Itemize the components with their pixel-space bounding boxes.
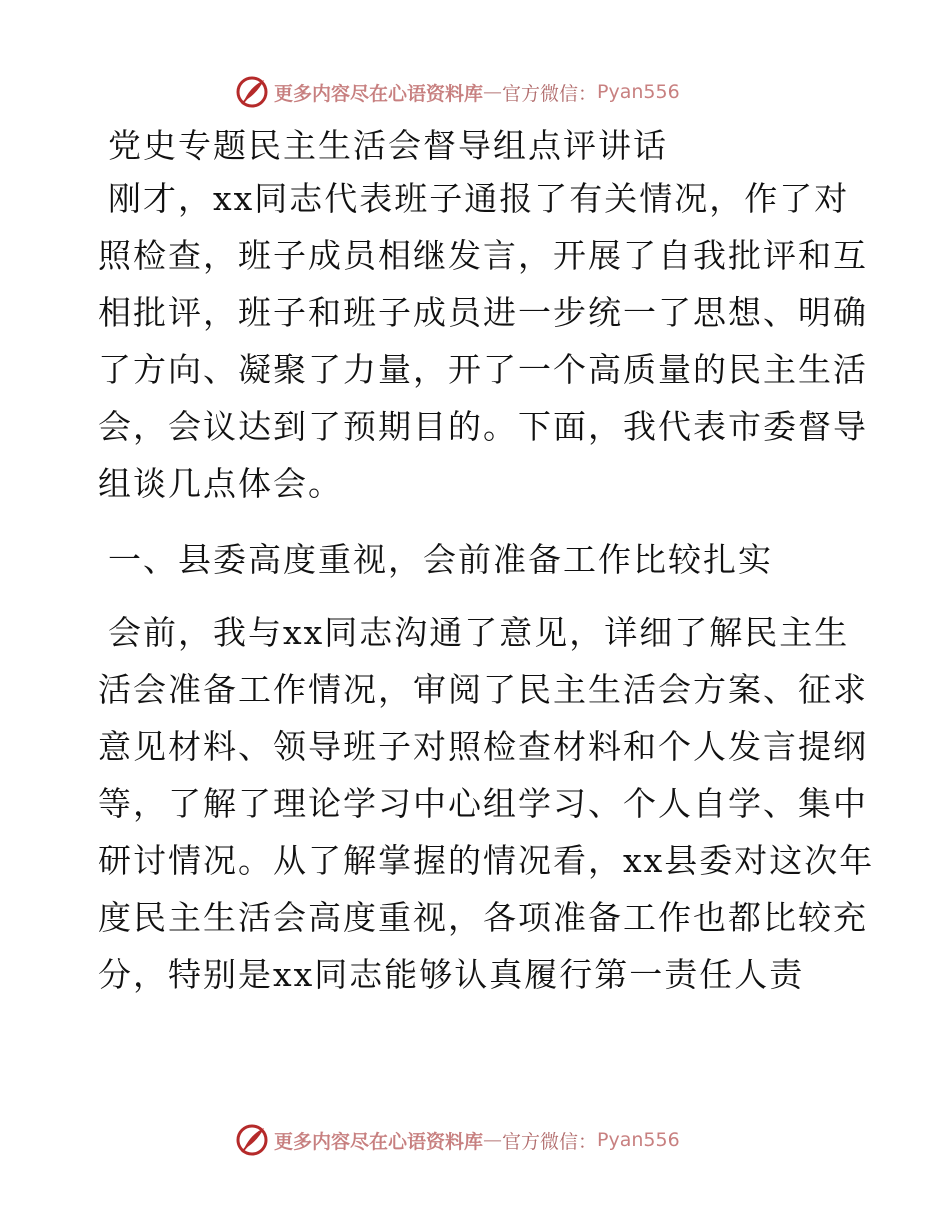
- paragraph-line: 意见材料、领导班子对照检查材料和个人发言提纲: [98, 727, 868, 766]
- paragraph-line: 了方向、凝聚了力量，开了一个高质量的民主生活: [98, 350, 868, 389]
- footer-watermark: [234, 1120, 680, 1160]
- paragraph-line: 等，了解了理论学习中心组学习、个人自学、集中: [98, 784, 868, 823]
- quill-logo-icon: [234, 74, 270, 110]
- quill-logo-icon: [234, 1122, 270, 1158]
- paragraph-line: 照检查，班子成员相继发言，开展了自我批评和互: [98, 236, 868, 275]
- paragraph-line: 组谈几点体会。: [98, 464, 343, 503]
- body-paragraph-1: [98, 170, 868, 512]
- paragraph-line: 研讨情况。从了解掌握的情况看，xx县委对这次年: [98, 841, 875, 880]
- paragraph-line: 会，会议达到了预期目的。下面，我代表市委督导: [98, 407, 868, 446]
- watermark-text: 更多内容尽在心语资料库: [274, 82, 484, 105]
- body-paragraph-2: [98, 604, 875, 1003]
- watermark-separator: —: [483, 1129, 503, 1151]
- watermark-text: 更多内容尽在心语资料库: [274, 1130, 484, 1153]
- paragraph-line: 相批评，班子和班子成员进一步统一了思想、明确: [98, 293, 868, 332]
- watermark-separator: —: [483, 81, 503, 103]
- paragraph-line: 度民主生活会高度重视，各项准备工作也都比较充: [98, 898, 868, 937]
- watermark-wechat-label: 官方微信：: [502, 82, 598, 105]
- watermark-wechat-id: Pyan556: [597, 81, 680, 103]
- watermark-wechat-label: 官方微信：: [502, 1130, 598, 1153]
- paragraph-line: 刚才，xx同志代表班子通报了有关情况，作了对: [108, 179, 850, 218]
- paragraph-line: 会前，我与xx同志沟通了意见，详细了解民主生: [108, 613, 850, 652]
- header-watermark: [234, 72, 680, 112]
- section-heading-1: 一、县委高度重视，会前准备工作比较扎实: [108, 540, 773, 579]
- watermark-wechat-id: Pyan556: [597, 1129, 680, 1151]
- document-title: 党史专题民主生活会督导组点评讲话: [108, 126, 668, 165]
- paragraph-line: 分，特别是xx同志能够认真履行第一责任人责: [98, 955, 805, 994]
- paragraph-line: 活会准备工作情况，审阅了民主生活会方案、征求: [98, 670, 868, 709]
